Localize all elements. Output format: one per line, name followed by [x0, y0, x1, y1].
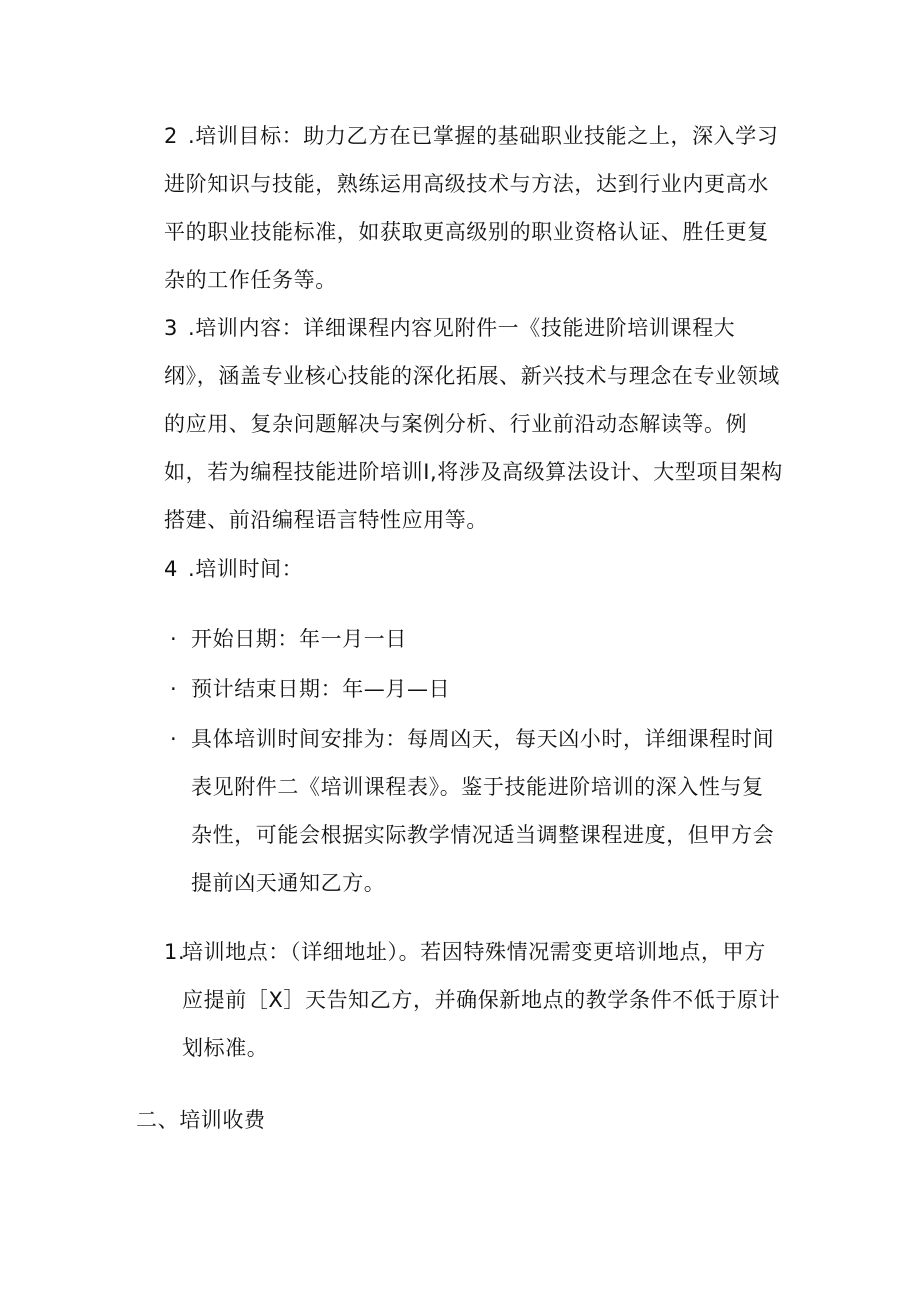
bullet-start-date	[170, 615, 784, 663]
bullet-end-date	[170, 665, 784, 713]
item-number: 1.	[164, 940, 186, 964]
item-training-location	[164, 928, 784, 1072]
bullet-dot: ·	[170, 627, 178, 651]
item-number: 3	[164, 316, 178, 340]
item-text: .培训内容：详细课程内容见附件一《技能进阶培训课程大纲》，涵盖专业核心技能的深化拓展、新兴技术与理念在专业领域的应用、复杂问题解决与案例分析、行业前沿动态解读等。例如，若为编程技能进阶培训I,将涉及高级算法设计、大型项目架构搭建、前沿编程语言特性应用等。	[164, 316, 783, 532]
item-number: 2	[164, 124, 178, 148]
bullet-text: 开始日期：年一月一日	[191, 627, 407, 651]
item-text: .培训时间：	[188, 557, 304, 581]
bullet-text: 预计结束日期：年—月—日	[191, 677, 451, 701]
item-text: .培训目标：助力乙方在已掌握的基础职业技能之上，深入学习进阶知识与技能，熟练运用高级技术与方法，达到行业内更高水平的职业技能标准，如获取更高级别的职业资格认证、胜任更复杂的工作任务等。	[164, 124, 779, 292]
item-number: 4	[164, 557, 178, 581]
bullet-schedule	[170, 715, 784, 907]
item-training-content	[164, 304, 784, 544]
section-heading: 二、培训收费	[136, 1108, 266, 1132]
item-text: 培训地点：（详细地址）。若因特殊情况需变更培训地点，甲方应提前［X］天告知乙方，并确保新地点的教学条件不低于原计划标准。	[182, 940, 781, 1060]
bullet-dot: ·	[170, 727, 178, 751]
item-training-time	[164, 545, 784, 593]
bullet-text: 具体培训时间安排为：每周凶天，每天凶小时，详细课程时间表见附件二《培训课程表》。鉴于技能进阶培训的深入性与复杂性，可能会根据实际教学情况适当调整课程进度，但甲方会提前凶天通知乙方。	[191, 727, 775, 895]
bullet-dot: ·	[170, 677, 178, 701]
item-training-goal	[164, 112, 784, 304]
